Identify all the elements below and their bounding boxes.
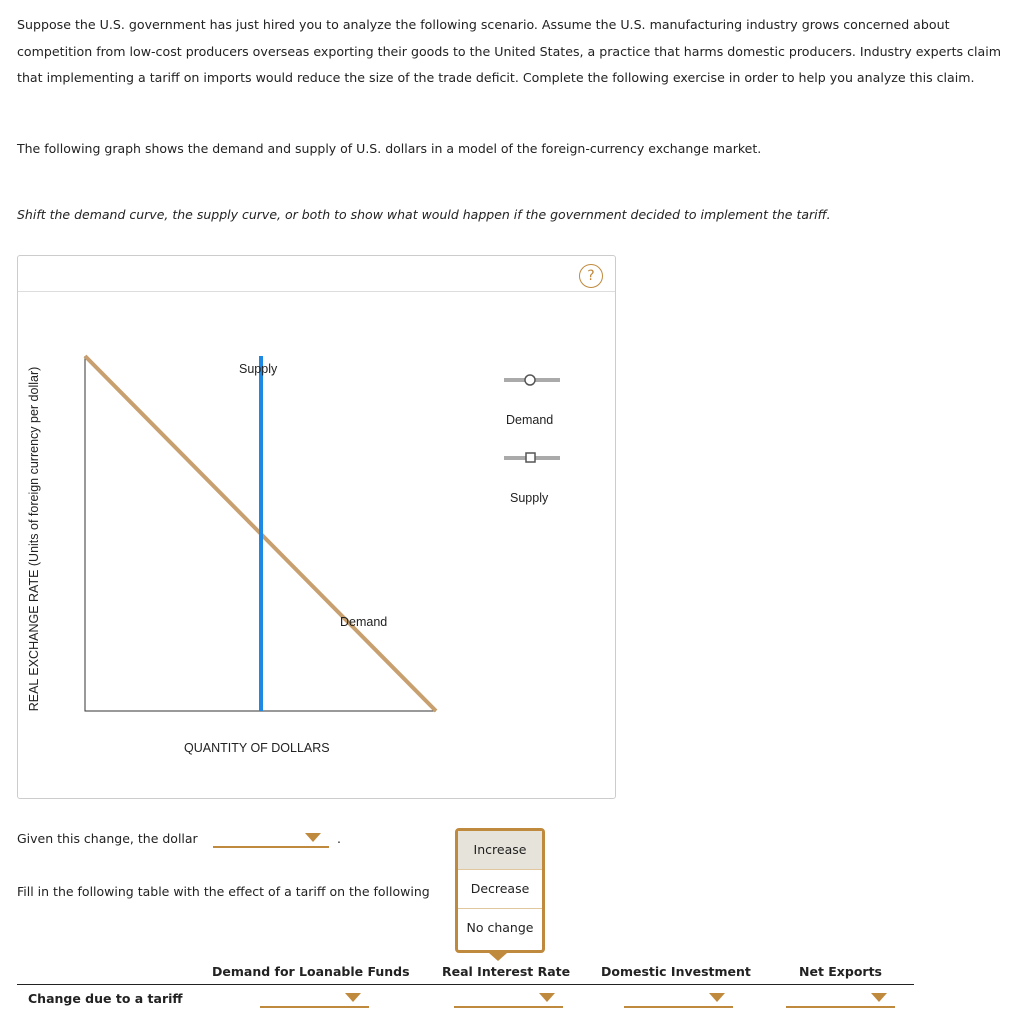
y-axis-label: REAL EXCHANGE RATE (Units of foreign currency per dollar): [27, 366, 41, 712]
header-net-exports: Net Exports: [799, 964, 882, 979]
chevron-down-icon: [305, 833, 321, 842]
dollar-dropdown[interactable]: [213, 830, 329, 848]
header-domestic-investment: Domestic Investment: [601, 964, 751, 979]
chevron-down-icon: [539, 993, 555, 1002]
period: .: [337, 831, 341, 846]
dropdown-domestic-investment[interactable]: [624, 990, 733, 1008]
header-real-interest-rate: Real Interest Rate: [442, 964, 571, 979]
table-intro: Fill in the following table with the effect of a tariff on the following: [17, 884, 430, 899]
supply-tool-icon: [526, 453, 535, 462]
option-increase[interactable]: Increase: [458, 831, 542, 870]
intro-text: Suppose the U.S. government has just hired you to analyze the following scenario. Assume the U.S. manufacturing industry grows concerned about competition from low-cost producers overseas exporting their goods to the United States, a practice that harms domestic producers. Industry experts claim that implementing a tariff on imports would reduce the size of the trade deficit. Complete the following exercise in order to help you analyze this claim.: [17, 17, 1002, 85]
demand-tool-icon: [525, 375, 535, 385]
dropdown-demand-loanable-funds[interactable]: [260, 990, 369, 1008]
graph-panel: [17, 255, 616, 799]
chevron-down-icon: [871, 993, 887, 1002]
dropdown-real-interest-rate[interactable]: [454, 990, 563, 1008]
graph-intro: The following graph shows the demand and supply of U.S. dollars in a model of the foreign-currency exchange market.: [17, 141, 762, 156]
row-label: Change due to a tariff: [28, 991, 183, 1006]
demand-curve-label: Demand: [340, 615, 388, 629]
supply-curve-label: Supply: [239, 362, 278, 376]
supply-tool-label[interactable]: Supply: [510, 491, 549, 505]
demand-tool-label[interactable]: Demand: [506, 413, 554, 427]
help-icon[interactable]: ?: [579, 264, 603, 288]
table-divider: [17, 984, 914, 985]
graph-canvas: [18, 256, 615, 798]
dropdown-net-exports[interactable]: [786, 990, 895, 1008]
chevron-down-icon: [345, 993, 361, 1002]
chevron-down-icon: [709, 993, 725, 1002]
option-decrease[interactable]: Decrease: [458, 870, 542, 909]
option-no-change[interactable]: No change: [466, 920, 534, 935]
instruction: Shift the demand curve, the supply curve, or both to show what would happen if the government decided to implement the tariff.: [17, 207, 831, 222]
x-axis-label: QUANTITY OF DOLLARS: [184, 741, 330, 755]
dropdown-popup: [455, 828, 545, 953]
header-demand-loanable-funds: Demand for Loanable Funds: [212, 964, 410, 979]
popup-pointer: [489, 953, 507, 961]
dollar-question: Given this change, the dollar: [17, 831, 198, 846]
